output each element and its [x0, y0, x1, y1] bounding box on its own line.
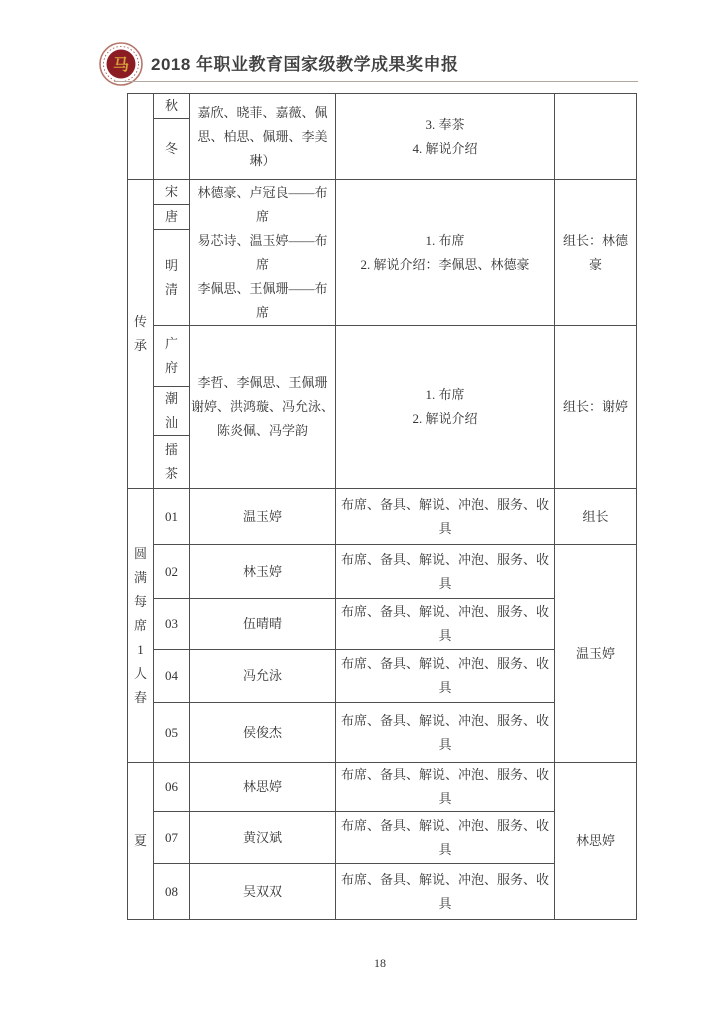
- school-seal-horse-icon: [99, 42, 143, 86]
- cell-leader-spring: 温玉婷: [555, 545, 637, 763]
- cell-category-spring: 圆 满 每 席 1 人 春: [128, 489, 154, 763]
- page-number: 18: [374, 956, 386, 970]
- cell-member-name: 黄汉斌: [190, 812, 336, 864]
- cell-duties: 布席、备具、解说、冲泡、服务、收 具: [336, 812, 555, 864]
- cell-row-num: 04: [154, 650, 190, 703]
- cell-members-autumn-winter: 嘉欣、晓菲、嘉薇、佩 思、柏思、佩珊、李美 琳）: [190, 94, 336, 180]
- cell-duties: 布席、备具、解说、冲泡、服务、收 具: [336, 864, 555, 920]
- cell-duties: 布席、备具、解说、冲泡、服务、收 具: [336, 703, 555, 763]
- cell-members-dynasties: 林德豪、卢冠良——布 席 易芯诗、温玉婷——布 席 李佩思、王佩珊——布 席: [190, 180, 336, 326]
- cell-row-num: 05: [154, 703, 190, 763]
- cell-row-num: 03: [154, 599, 190, 650]
- cell-tasks-dynasties: 1. 布席 2. 解说介绍：李佩思、林德豪: [336, 180, 555, 326]
- cell-era-song: 宋: [154, 180, 190, 205]
- cell-member-name: 伍晴晴: [190, 599, 336, 650]
- cell-category-heritage: 传 承: [128, 180, 154, 489]
- svg-text:马: 马: [112, 57, 130, 74]
- cell-category-summer: 夏: [128, 763, 154, 920]
- cell-member-name: 林玉婷: [190, 545, 336, 599]
- cell-leader-autumn-winter: [555, 94, 637, 180]
- header-divider: [114, 81, 638, 82]
- cell-leader-label: 组长: [555, 489, 637, 545]
- cell-era-tang: 唐: [154, 205, 190, 230]
- roster-table: [127, 93, 637, 920]
- cell-season-winter: 冬: [154, 119, 190, 180]
- cell-member-name: 温玉婷: [190, 489, 336, 545]
- document-title: 2018 年职业教育国家级教学成果奖申报: [151, 55, 459, 74]
- cell-tasks-autumn-winter: 3. 奉茶 4. 解说介绍: [336, 94, 555, 180]
- cell-style-guangfu: 广 府: [154, 326, 190, 387]
- cell-row-num: 02: [154, 545, 190, 599]
- cell-duties: 布席、备具、解说、冲泡、服务、收 具: [336, 650, 555, 703]
- cell-era-ming-qing: 明 清: [154, 230, 190, 326]
- cell-leader-regional: 组长：谢婷: [555, 326, 637, 489]
- cell-duties: 布席、备具、解说、冲泡、服务、收 具: [336, 545, 555, 599]
- cell-member-name: 吴双双: [190, 864, 336, 920]
- cell-member-name: 林思婷: [190, 763, 336, 812]
- cell-season-autumn: 秋: [154, 94, 190, 119]
- cell-member-name: 冯允泳: [190, 650, 336, 703]
- cell-members-regional: 李哲、李佩思、王佩珊 谢婷、洪鸿璇、冯允泳、 陈炎佩、冯学韵: [190, 326, 336, 489]
- cell-duties: 布席、备具、解说、冲泡、服务、收 具: [336, 489, 555, 545]
- page-header: [0, 0, 724, 92]
- cell-leader-summer: 林思婷: [555, 763, 637, 920]
- cell-tasks-regional: 1. 布席 2. 解说介绍: [336, 326, 555, 489]
- cell-row-num: 07: [154, 812, 190, 864]
- cell-row-num: 08: [154, 864, 190, 920]
- cell-row-num: 06: [154, 763, 190, 812]
- cell-category-empty: [128, 94, 154, 180]
- cell-member-name: 侯俊杰: [190, 703, 336, 763]
- cell-style-leicha: 擂 茶: [154, 436, 190, 489]
- cell-leader-dynasties: 组长：林德 豪: [555, 180, 637, 326]
- cell-duties: 布席、备具、解说、冲泡、服务、收 具: [336, 599, 555, 650]
- cell-style-chaoshan: 潮 汕: [154, 387, 190, 436]
- cell-row-num: 01: [154, 489, 190, 545]
- cell-duties: 布席、备具、解说、冲泡、服务、收 具: [336, 763, 555, 812]
